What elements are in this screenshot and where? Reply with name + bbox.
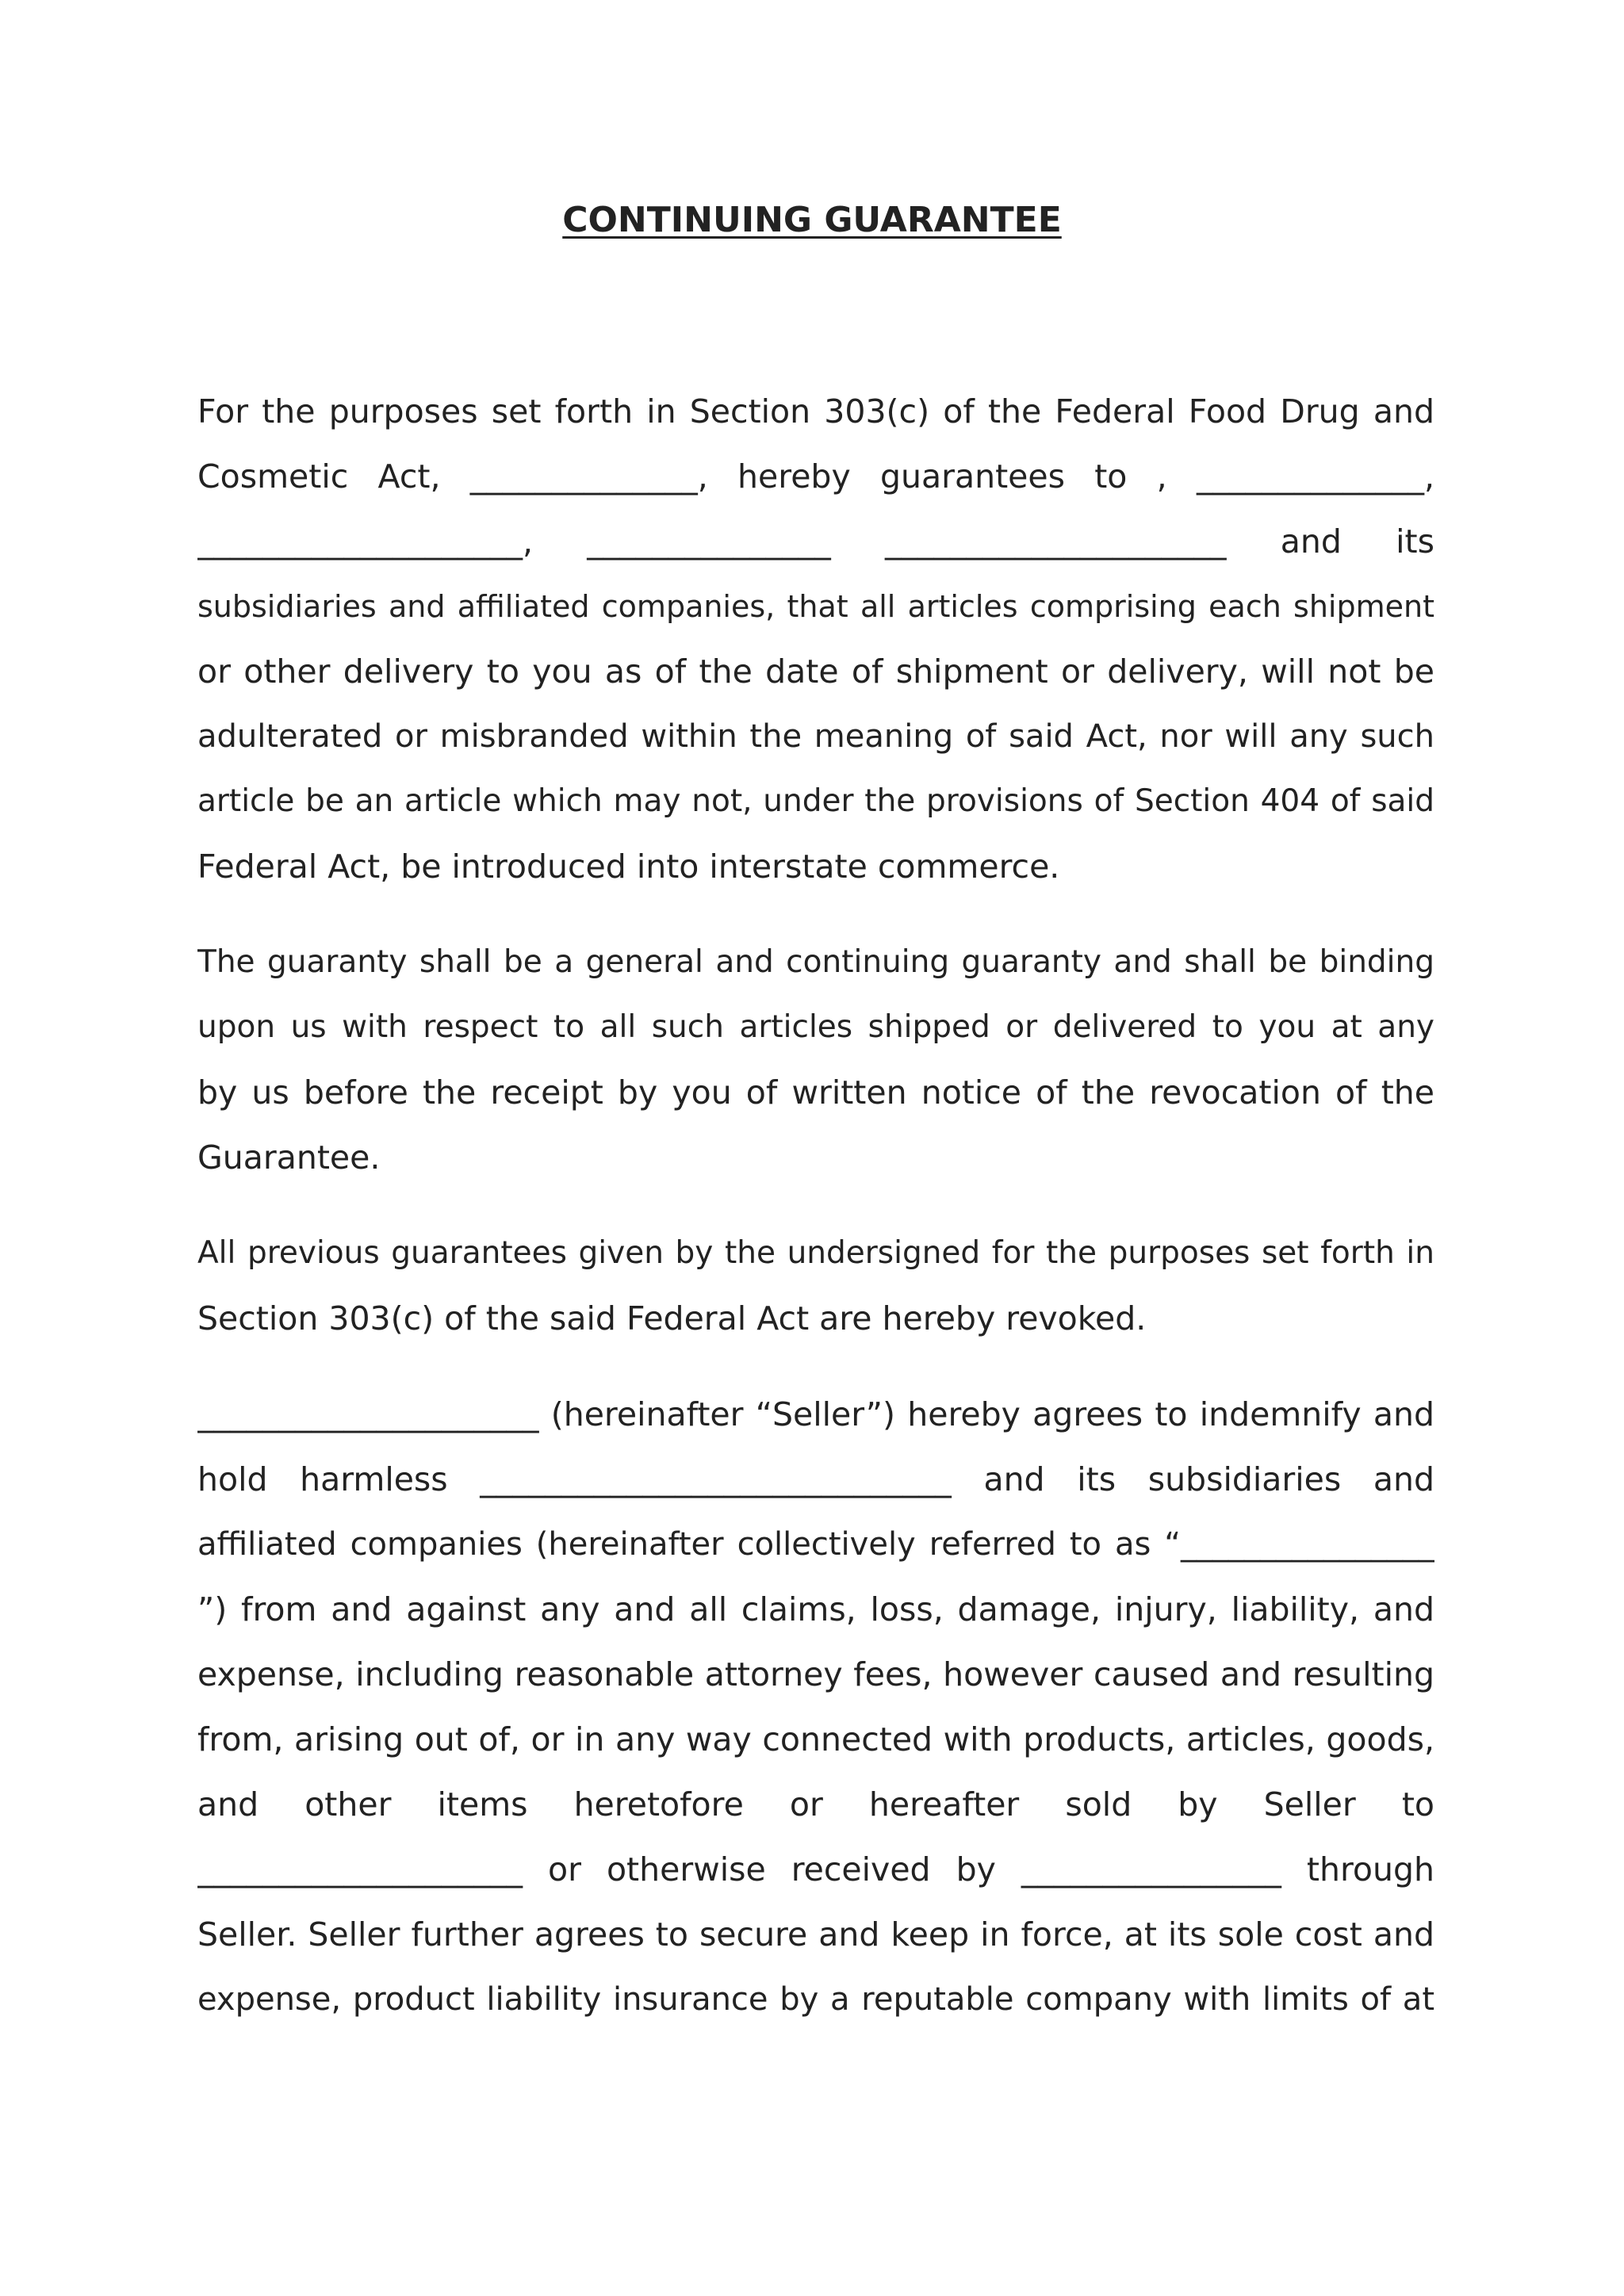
- paragraph-1-line-8: Federal Act, be introduced into interstate commerce.: [197, 848, 1060, 886]
- paragraph-4-line-2: hold harmless _____________________________ and its subsidiaries and: [197, 1460, 1434, 1498]
- paragraph-1-line-3: ____________________, _______________ _____________________ and its: [197, 522, 1434, 561]
- paragraph-3-line-1: All previous guarantees given by the undersigned for the purposes set forth in: [197, 1235, 1434, 1271]
- paragraph-4-line-8: ____________________ or otherwise received by ________________ through: [197, 1850, 1434, 1888]
- paragraph-2-line-3: by us before the receipt by you of written notice of the revocation of the: [197, 1073, 1434, 1112]
- document-title: CONTINUING GUARANTEE: [562, 200, 1062, 240]
- paragraph-1-line-7: article be an article which may not, under the provisions of Section 404 of said: [197, 783, 1434, 819]
- paragraph-4-line-5: expense, including reasonable attorney fees, however caused and resulting: [197, 1655, 1434, 1693]
- paragraph-4-line-6: from, arising out of, or in any way connected with products, articles, goods,: [197, 1720, 1434, 1758]
- paragraph-4-line-7: and other items heretofore or hereafter sold by Seller to: [197, 1785, 1434, 1823]
- paragraph-1-line-4: subsidiaries and affiliated companies, that all articles comprising each shipment: [197, 589, 1434, 624]
- paragraph-1-line-2: Cosmetic Act, ______________, hereby guarantees to , ______________,: [197, 457, 1434, 496]
- paragraph-1-line-5: or other delivery to you as of the date of shipment or delivery, will not be: [197, 652, 1434, 691]
- paragraph-1-line-1: For the purposes set forth in Section 303(c) of the Federal Food Drug and: [197, 392, 1434, 430]
- paragraph-4-line-1: _____________________ (hereinafter “Seller”) hereby agrees to indemnify and: [197, 1395, 1434, 1433]
- paragraph-2-line-4: Guarantee.: [197, 1138, 381, 1177]
- paragraph-1-line-6: adulterated or misbranded within the meaning of said Act, nor will any such: [197, 718, 1434, 755]
- paragraph-2-line-2: upon us with respect to all such articles shipped or delivered to you at any: [197, 1009, 1434, 1045]
- paragraph-4-line-3: affiliated companies (hereinafter collectively referred to as “________________: [197, 1526, 1434, 1563]
- paragraph-4-line-4: ”) from and against any and all claims, loss, damage, injury, liability, and: [197, 1590, 1434, 1628]
- paragraph-4-line-9: Seller. Seller further agrees to secure and keep in force, at its sole cost and: [197, 1915, 1434, 1954]
- paragraph-2-line-1: The guaranty shall be a general and continuing guaranty and shall be binding: [197, 944, 1434, 980]
- paragraph-4-line-10: expense, product liability insurance by a reputable company with limits of at: [197, 1981, 1434, 2018]
- paragraph-3-line-2: Section 303(c) of the said Federal Act are hereby revoked.: [197, 1299, 1147, 1337]
